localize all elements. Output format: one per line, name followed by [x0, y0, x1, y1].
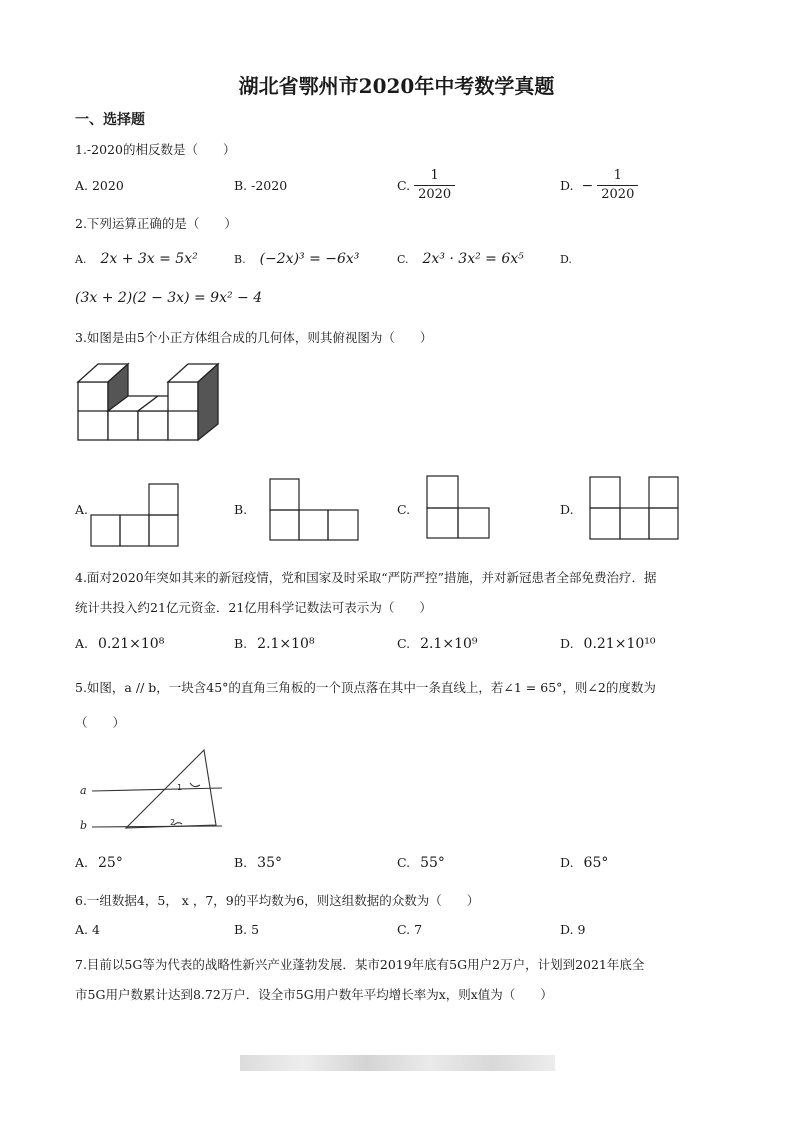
question-5-stem-line1: 5.如图，a // b，一块含45°的直角三角板的一个顶点落在其中一条直线上，若∠1 = 65°，则∠2的度数为: [75, 680, 656, 695]
question-7-stem-line1: 7.目前以5G等为代表的战略性新兴产业蓬勃发展．某市2019年底有5G用户2万户，计划到2021年底全: [75, 957, 645, 972]
q2-option-a-expr: 2x + 3x = 5x²: [100, 251, 198, 267]
q2-option-a-label: A.: [75, 253, 87, 266]
question-5-stem-line2: （ ）: [75, 715, 126, 730]
section-heading: 一、选择题: [75, 112, 145, 128]
q5-option-a-label: A.: [75, 855, 89, 870]
q4-option-a: [75, 636, 164, 652]
q4-option-d-expr: 0.21×10¹⁰: [583, 636, 656, 652]
q4-option-b-label: B.: [234, 636, 248, 651]
question-6-stem: 6.一组数据4，5， x ，7，9的平均数为6，则这组数据的众数为（ ）: [75, 893, 480, 908]
q3-option-d-figure: [589, 475, 681, 541]
q5-option-b-value: 35°: [257, 855, 282, 871]
q5-option-a: [75, 855, 123, 871]
q1-option-d-fraction: [597, 167, 638, 204]
question-4-stem-line2: 统计共投入约21亿元资金．21亿用科学记数法可表示为（ ）: [75, 600, 432, 615]
q4-option-c-label: C.: [397, 636, 411, 651]
q6-option-c: C. 7: [397, 922, 423, 937]
fraction-numerator: 1: [597, 167, 638, 186]
question-7-stem-line2: 市5G用户数累计达到8.72万户．设全市5G用户数年平均增长率为x，则x值为（ ）: [75, 987, 553, 1002]
q5-option-c-value: 55°: [420, 855, 445, 871]
q1-option-c-fraction: [414, 167, 455, 204]
q5-option-d-value: 65°: [583, 855, 609, 871]
parallel-lines-triangle-figure: [74, 745, 234, 840]
q3-option-d-label: D.: [560, 502, 574, 517]
q2-option-d-expr: (3x + 2)(2 − 3x) = 9x² − 4: [75, 290, 263, 306]
q1-option-a: A. 2020: [75, 178, 124, 193]
q3-option-a-label: A.: [75, 502, 89, 517]
question-3-stem: 3.如图是由5个小正方体组合成的几何体，则其俯视图为（ ）: [75, 330, 433, 345]
q2-option-b-label: B.: [234, 253, 246, 266]
fraction-denominator: 2020: [601, 187, 635, 202]
q4-option-d: [560, 636, 656, 652]
q5-option-b-label: B.: [234, 855, 248, 870]
q5-option-c-label: C.: [397, 855, 411, 870]
q5-option-d-label: D.: [560, 855, 574, 870]
question-4-stem-line1: 4.面对2020年突如其来的新冠疫情，党和国家及时采取“严防严控”措施，并对新冠患者全部免费治疗．据: [75, 570, 657, 585]
q4-option-c-expr: 2.1×10⁹: [420, 636, 478, 652]
q5-option-d: [560, 855, 608, 871]
q4-option-a-label: A.: [75, 636, 89, 651]
q1-option-c-label: C.: [397, 178, 411, 193]
q6-option-a: A. 4: [75, 922, 100, 937]
angle-1-label: 1: [177, 783, 183, 792]
minus-sign: −: [581, 177, 594, 194]
q4-option-c: [397, 636, 478, 652]
q1-option-c: [397, 167, 455, 204]
q5-option-c: [397, 855, 445, 871]
q4-option-a-expr: 0.21×10⁸: [98, 636, 165, 652]
q2-option-c-expr: 2x³ · 3x² = 6x⁵: [422, 251, 524, 267]
q3-option-b-label: B.: [234, 502, 248, 517]
question-1-stem: 1.-2020的相反数是（ ）: [75, 142, 236, 157]
q2-option-c: [397, 251, 524, 267]
q1-option-d-label: D.: [560, 178, 574, 193]
q4-option-b: [234, 636, 315, 652]
q2-option-c-label: C.: [397, 253, 409, 266]
q5-option-a-value: 25°: [98, 855, 123, 871]
q3-option-c-figure: [426, 474, 492, 540]
q1-option-b: B. -2020: [234, 178, 288, 193]
page-title: 湖北省鄂州市2020年中考数学真题: [238, 74, 555, 98]
fraction-numerator: 1: [414, 167, 455, 186]
blurred-footer-watermark: [240, 1055, 555, 1071]
cube-solid-figure: [74, 358, 224, 448]
q1-option-d: [560, 167, 638, 204]
q3-option-a-figure: [90, 482, 180, 548]
q2-option-d-label: D.: [560, 253, 572, 266]
q2-option-d: [560, 251, 572, 266]
q6-option-b: B. 5: [234, 922, 260, 937]
q3-option-c-label: C.: [397, 502, 411, 517]
question-2-stem: 2.下列运算正确的是（ ）: [75, 216, 237, 231]
angle-2-label: 2: [170, 818, 176, 827]
line-b-label: b: [80, 819, 88, 832]
q4-option-d-label: D.: [560, 636, 574, 651]
q2-option-a: [75, 251, 198, 267]
q2-option-b: [234, 251, 359, 267]
q4-option-b-expr: 2.1×10⁸: [257, 636, 315, 652]
q3-option-b-figure: [269, 478, 361, 542]
q2-option-b-expr: (−2x)³ = −6x³: [259, 251, 360, 267]
line-a-label: a: [80, 784, 87, 797]
fraction-denominator: 2020: [418, 187, 452, 202]
q5-option-b: [234, 855, 282, 871]
q6-option-d: D. 9: [560, 922, 586, 937]
